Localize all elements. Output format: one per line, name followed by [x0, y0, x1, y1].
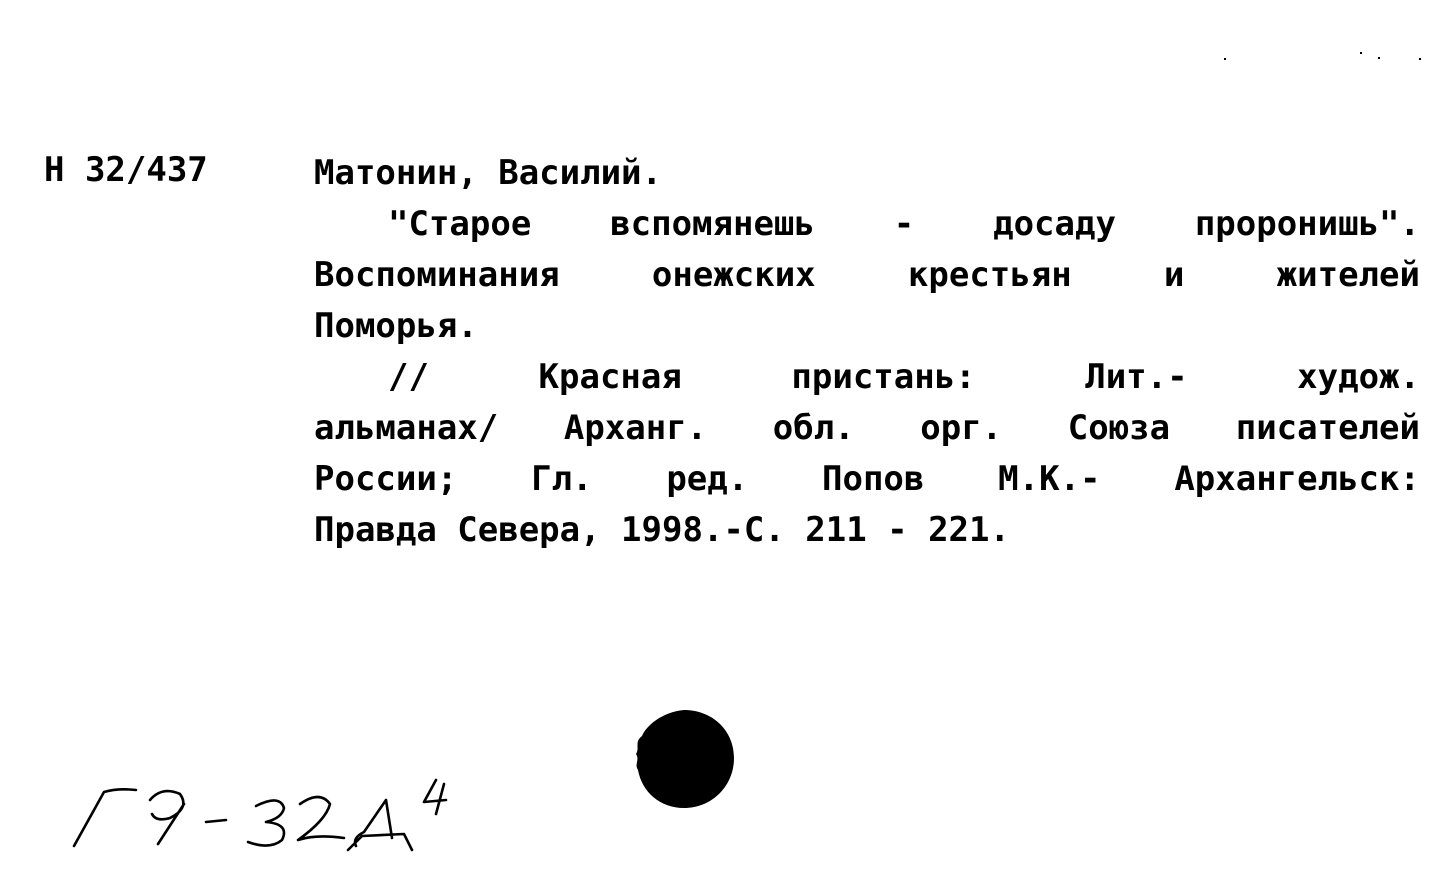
word: проронишь". [1194, 204, 1420, 244]
word: "Старое [388, 204, 532, 244]
shelfmark: Н 32/437 [44, 150, 208, 190]
word: досаду [993, 204, 1116, 244]
word: Архангельск: [1174, 459, 1420, 499]
word: М.К.- [998, 459, 1101, 499]
word: онежских [651, 255, 816, 295]
word: и [1163, 255, 1185, 295]
word: худож. [1297, 357, 1420, 397]
word: орг. [920, 408, 1003, 448]
word: альманах/ [314, 408, 499, 448]
word: России; [314, 459, 458, 499]
word: Союза [1067, 408, 1171, 448]
source-line-4: Правда Севера, 1998.-С. 211 - 221. [314, 510, 1010, 550]
word: вспомянешь [610, 204, 815, 244]
author-line: Матонин, Василий. [314, 153, 662, 193]
word: Лит.- [1085, 357, 1188, 397]
word: - [893, 204, 915, 244]
word: // [388, 357, 429, 397]
title-line-3: Поморья. [314, 306, 478, 346]
word: Красная [538, 357, 682, 397]
word: писателей [1235, 408, 1420, 448]
word: крестьян [907, 255, 1072, 295]
word: пристань: [791, 357, 976, 397]
word: обл. [772, 408, 855, 448]
word: Гл. [531, 459, 593, 499]
word: Арханг. [563, 408, 708, 448]
word: ред. [666, 459, 749, 499]
word: Попов [822, 459, 925, 499]
word: Воспоминания [314, 255, 560, 295]
word: жителей [1276, 255, 1420, 295]
